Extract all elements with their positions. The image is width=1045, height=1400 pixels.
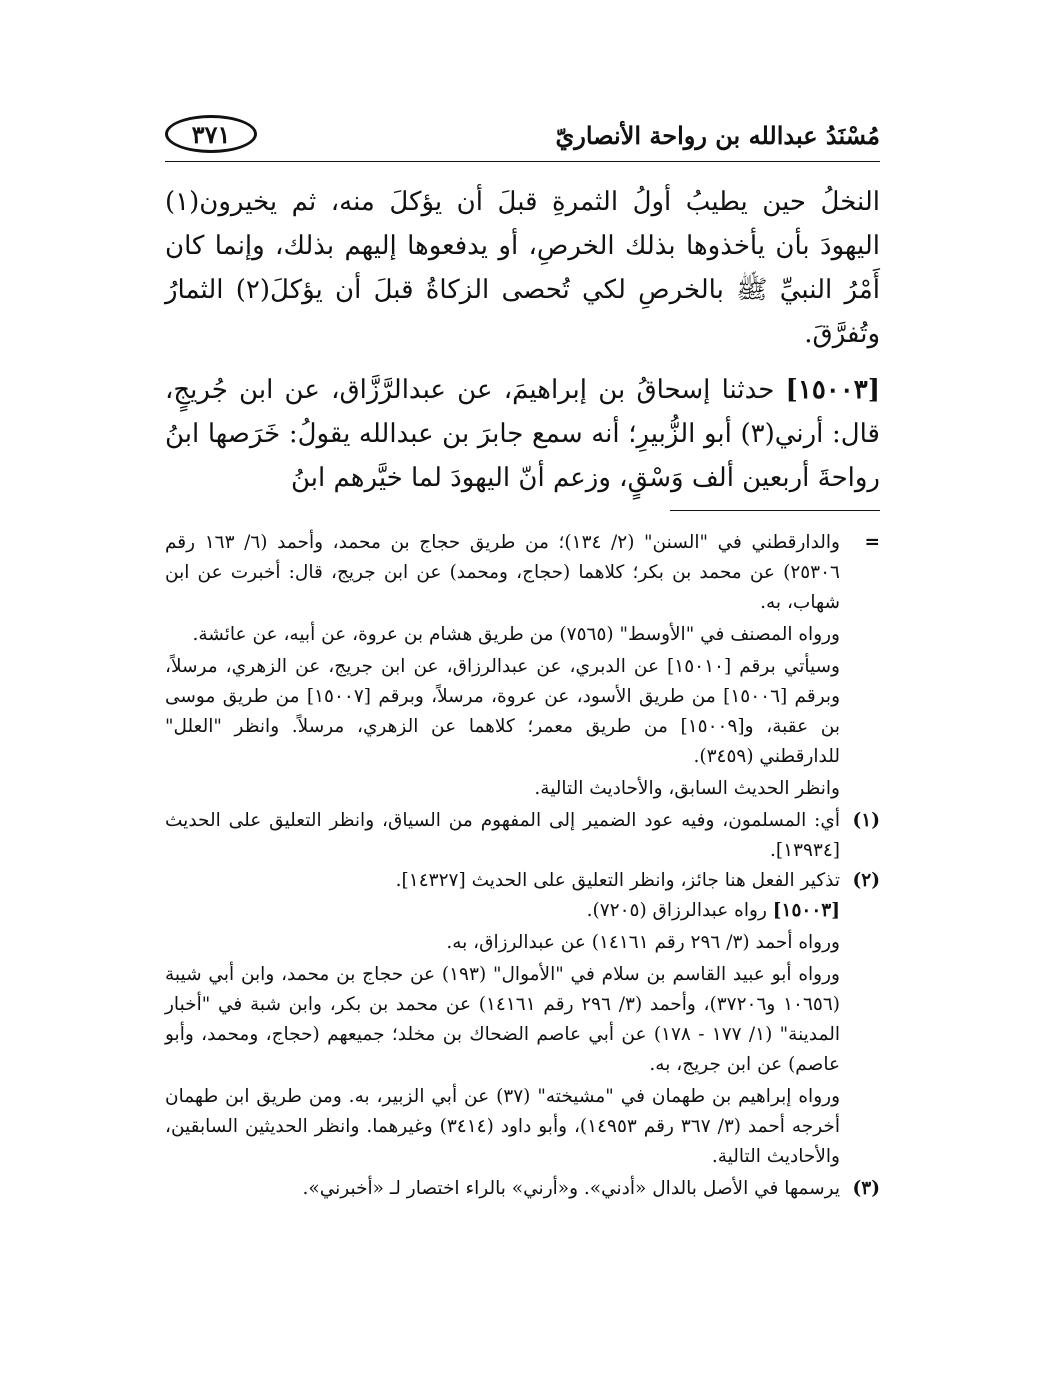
footnote-2-text: تذكير الفعل هنا جائز، وانظر التعليق على الحديث [١٤٣٢٧]. [395,870,840,891]
paragraph-1: النخلُ حين يطيبُ أولُ الثمرةِ قبلَ أن يؤكلَ منه، ثم يخيرون(١) اليهودَ بأن يأخذوها بذلك الخرصِ، أو يدفعوها إليهم بذلك، وإنما كان أَمْرُ النبيِّ ﷺ بالخرصِ لكي تُحصى الزكاةُ قبلَ أن يؤكلَ(٢) الثمارُ وتُفرَّقَ. [165,187,880,349]
header-divider [165,161,880,162]
takhrij-line: ورواه أبو عبيد القاسم بن سلام في "الأموال" (١٩٣) عن حجاج بن محمد، وابن أبي شيبة (١٠٦٥٦ و٣٧٢٠٦)، وأحمد (٣/ ٢٩٦ رقم ١٤١٦١) عن محمد بن بكر، وابن شبة في "أخبار المدينة" (١/ ١٧٧ - ١٧٨) عن أبي عاصم الضحاك بن مخلد؛ جميعهم (حجاج، ومحمد، وأبو عاصم) عن ابن جريج، به. [165,964,840,1075]
hadith-takhrij [165,896,880,1172]
footnote-divider [670,510,880,511]
footnote-2 [165,866,880,896]
paragraph-2-text: حدثنا إسحاقُ بن إبراهيمَ، عن عبدالرَّزَّاق، عن ابن جُريجٍ، قال: أرني(٣) أبو الزُّبيرِ؛ أنه سمع جابرَ بن عبدالله يقولُ: خَرَصها ابنُ رواحةَ أربعين ألف وَسْقٍ، وزعم أنّ اليهودَ لما خيَّرهم ابنُ [165,375,880,493]
footnote-continuation [165,528,880,806]
footnote-1-text: أي: المسلمون، وفيه عود الضمير إلى المفهوم من السياق، وانظر التعليق على الحديث [١٣٩٣٤]. [165,810,840,861]
footnote-line: وانظر الحديث السابق، والأحاديث التالية. [534,778,840,799]
footnote-1-mark: (١) [852,810,880,831]
footnote-3 [165,1174,880,1204]
footnote-3-text: يرسمها في الأصل بالدال «أدني». و«أرني» بالراء اختصار لـ «أخبرني». [302,1178,840,1199]
footnotes [165,528,880,1204]
takhrij-line: ورواه إبراهيم بن طهمان في "مشيخته" (٣٧) عن أبي الزبير، به. ومن طريق ابن طهمان أخرجه أحمد (٣/ ٣٦٧ رقم ١٤٩٥٣)، وأبو داود (٣٤١٤) وغيرهما. وانظر الحديثين السابقين، والأحاديث التالية. [165,1086,840,1167]
continuation-mark: = [864,532,880,553]
hadith-number: [١٥٠٠٣] [785,375,880,405]
running-title: مُسْنَدُ عبدالله بن رواحة الأنصاريّ [555,121,880,150]
page-number: ٣٧١ [165,115,257,153]
footnote-1 [165,806,880,866]
footnote-line: والدارقطني في "السنن" (٢/ ١٣٤)؛ من طريق حجاج بن محمد، وأحمد (٦/ ١٦٣ رقم ٢٥٣٠٦) عن محمد بن بكر؛ كلاهما (حجاج، ومحمد) عن ابن جريج، قال: أخبرت عن ابن شهاب، به. [165,532,840,613]
takhrij-number: [١٥٠٠٣] [772,900,840,921]
page-header [165,115,880,161]
footnote-2-mark: (٢) [852,870,880,891]
footnote-line: ورواه المصنف في "الأوسط" (٧٥٦٥) من طريق هشام بن عروة، عن أبيه، عن عائشة. [192,624,840,645]
footnote-line: وسيأتي برقم [١٥٠١٠] عن الدبري، عن عبدالرزاق، عن ابن جريج، عن الزهري، مرسلاً، وبرقم [١٥٠٠٦] من طريق الأسود، عن عروة، مرسلاً، وبرقم [١٥٠٠٧] من طريق موسى بن عقبة، و[١٥٠٠٩] من طريق معمر؛ كلاهما عن الزهري، مرسلاً. وانظر "العلل" للدارقطني (٣٤٥٩). [165,656,841,767]
paragraph-2 [165,368,880,500]
takhrij-line: ورواه أحمد (٣/ ٢٩٦ رقم ١٤١٦١) عن عبدالرزاق، به. [446,932,840,953]
footnote-3-mark: (٣) [852,1178,880,1199]
main-text [165,180,880,512]
takhrij-head: رواه عبدالرزاق (٧٢٠٥). [586,900,767,921]
